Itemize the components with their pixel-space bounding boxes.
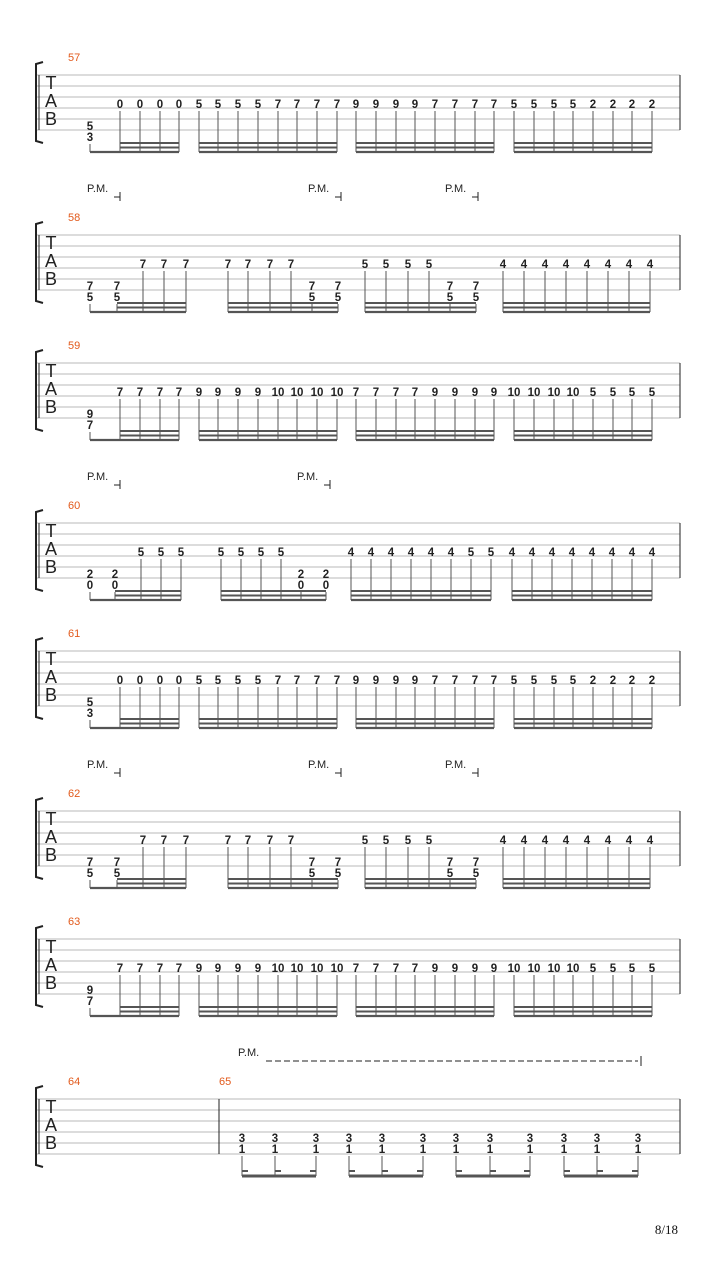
fret-number: 7 <box>287 259 295 271</box>
fret-number: 4 <box>387 547 395 559</box>
fret-number: 4 <box>499 259 507 271</box>
fret-number: 7 <box>472 281 480 293</box>
tab-clef-letter: B <box>44 269 58 289</box>
fret-number: 1 <box>593 1144 601 1156</box>
fret-number: 5 <box>609 963 617 975</box>
fret-number: 9 <box>195 387 203 399</box>
fret-number: 5 <box>137 547 145 559</box>
fret-number: 5 <box>234 99 242 111</box>
tab-clef-letter: A <box>44 955 58 975</box>
palm-mute-label: P.M. <box>445 183 467 195</box>
fret-number: 9 <box>471 387 479 399</box>
fret-number: 1 <box>560 1144 568 1156</box>
fret-number: 5 <box>214 675 222 687</box>
fret-number: 7 <box>116 387 124 399</box>
fret-number: 10 <box>527 387 541 399</box>
palm-mute-label: P.M. <box>238 1047 260 1059</box>
palm-mute-label: P.M. <box>87 471 109 483</box>
fret-number: 7 <box>244 259 252 271</box>
fret-number: 4 <box>562 835 570 847</box>
fret-number: 7 <box>333 675 341 687</box>
fret-number: 5 <box>257 547 265 559</box>
fret-number: 0 <box>136 675 144 687</box>
fret-number: 3 <box>86 132 94 144</box>
fret-number: 1 <box>378 1144 386 1156</box>
fret-number: 4 <box>447 547 455 559</box>
tab-clef-letter: T <box>45 521 57 541</box>
fret-number: 5 <box>609 387 617 399</box>
tab-clef-letter: A <box>44 91 58 111</box>
measure-number: 57 <box>68 52 81 64</box>
fret-number: 7 <box>86 857 94 869</box>
fret-number: 9 <box>214 387 222 399</box>
fret-number: 7 <box>334 857 342 869</box>
fret-number: 4 <box>568 547 576 559</box>
fret-number: 0 <box>136 99 144 111</box>
fret-number: 5 <box>334 292 342 304</box>
fret-number: 0 <box>156 99 164 111</box>
fret-number: 3 <box>560 1133 568 1145</box>
fret-number: 7 <box>313 675 321 687</box>
fret-number: 7 <box>372 963 380 975</box>
fret-number: 5 <box>254 99 262 111</box>
fret-number: 4 <box>604 259 612 271</box>
fret-number: 5 <box>472 868 480 880</box>
palm-mute-label: P.M. <box>297 471 319 483</box>
fret-number: 3 <box>593 1133 601 1145</box>
tab-clef-letter: B <box>44 845 58 865</box>
fret-number: 3 <box>86 708 94 720</box>
fret-number: 0 <box>175 99 183 111</box>
fret-number: 9 <box>451 387 459 399</box>
fret-number: 2 <box>589 675 597 687</box>
fret-number: 10 <box>527 963 541 975</box>
fret-number: 7 <box>113 857 121 869</box>
fret-number: 9 <box>392 99 400 111</box>
fret-number: 7 <box>156 963 164 975</box>
fret-number: 3 <box>345 1133 353 1145</box>
fret-number: 9 <box>411 99 419 111</box>
fret-number: 7 <box>182 835 190 847</box>
fret-number: 7 <box>139 259 147 271</box>
fret-number: 4 <box>583 835 591 847</box>
fret-number: 5 <box>569 99 577 111</box>
fret-number: 7 <box>446 281 454 293</box>
fret-number: 5 <box>550 99 558 111</box>
fret-number: 9 <box>490 387 498 399</box>
fret-number: 7 <box>113 281 121 293</box>
fret-number: 7 <box>86 281 94 293</box>
fret-number: 5 <box>628 963 636 975</box>
fret-number: 10 <box>507 387 521 399</box>
fret-number: 7 <box>490 99 498 111</box>
fret-number: 4 <box>520 835 528 847</box>
fret-number: 7 <box>266 259 274 271</box>
measure-number: 64 <box>68 1076 81 1088</box>
tab-clef-letter: B <box>44 685 58 705</box>
fret-number: 0 <box>111 580 119 592</box>
fret-number: 7 <box>293 99 301 111</box>
fret-number: 7 <box>86 420 94 432</box>
fret-number: 2 <box>609 99 617 111</box>
fret-number: 7 <box>352 963 360 975</box>
fret-number: 5 <box>217 547 225 559</box>
fret-number: 4 <box>520 259 528 271</box>
fret-number: 5 <box>113 868 121 880</box>
fret-number: 4 <box>646 259 654 271</box>
fret-number: 5 <box>277 547 285 559</box>
fret-number: 10 <box>566 387 580 399</box>
fret-number: 2 <box>589 99 597 111</box>
tab-clef-letter: A <box>44 251 58 271</box>
tab-clef-letter: T <box>45 649 57 669</box>
fret-number: 7 <box>224 259 232 271</box>
fret-number: 5 <box>86 121 94 133</box>
fret-number: 9 <box>352 675 360 687</box>
fret-number: 7 <box>160 259 168 271</box>
fret-number: 0 <box>116 675 124 687</box>
fret-number: 7 <box>182 259 190 271</box>
fret-number: 10 <box>507 963 521 975</box>
fret-number: 5 <box>530 675 538 687</box>
fret-number: 7 <box>451 99 459 111</box>
fret-number: 7 <box>86 996 94 1008</box>
tab-clef-letter: A <box>44 539 58 559</box>
fret-number: 5 <box>628 387 636 399</box>
fret-number: 5 <box>308 292 316 304</box>
fret-number: 3 <box>238 1133 246 1145</box>
fret-number: 1 <box>486 1144 494 1156</box>
fret-number: 9 <box>195 963 203 975</box>
tab-clef-letter: A <box>44 1115 58 1135</box>
tab-clef-letter: T <box>45 233 57 253</box>
fret-number: 9 <box>214 963 222 975</box>
fret-number: 7 <box>392 387 400 399</box>
fret-number: 5 <box>195 99 203 111</box>
fret-number: 4 <box>562 259 570 271</box>
fret-number: 5 <box>404 835 412 847</box>
fret-number: 10 <box>330 963 344 975</box>
page-number: 8/18 <box>654 1222 678 1237</box>
fret-number: 5 <box>589 963 597 975</box>
fret-number: 9 <box>254 963 262 975</box>
fret-number: 4 <box>583 259 591 271</box>
fret-number: 2 <box>111 569 119 581</box>
fret-number: 4 <box>508 547 516 559</box>
fret-number: 9 <box>372 99 380 111</box>
fret-number: 1 <box>634 1144 642 1156</box>
fret-number: 2 <box>86 569 94 581</box>
fret-number: 3 <box>271 1133 279 1145</box>
fret-number: 1 <box>345 1144 353 1156</box>
fret-number: 5 <box>446 868 454 880</box>
fret-number: 10 <box>290 963 304 975</box>
fret-number: 10 <box>330 387 344 399</box>
fret-number: 5 <box>404 259 412 271</box>
fret-number: 9 <box>471 963 479 975</box>
fret-number: 7 <box>156 387 164 399</box>
fret-number: 1 <box>271 1144 279 1156</box>
fret-number: 7 <box>244 835 252 847</box>
fret-number: 7 <box>471 675 479 687</box>
fret-number: 7 <box>116 963 124 975</box>
fret-number: 4 <box>367 547 375 559</box>
fret-number: 9 <box>234 963 242 975</box>
fret-number: 1 <box>238 1144 246 1156</box>
fret-number: 5 <box>467 547 475 559</box>
fret-number: 7 <box>224 835 232 847</box>
measure-number: 58 <box>68 212 81 224</box>
fret-number: 5 <box>648 387 656 399</box>
tab-clef-letter: B <box>44 973 58 993</box>
fret-number: 9 <box>372 675 380 687</box>
fret-number: 3 <box>312 1133 320 1145</box>
fret-number: 4 <box>625 259 633 271</box>
fret-number: 4 <box>499 835 507 847</box>
fret-number: 0 <box>175 675 183 687</box>
tab-clef-letter: T <box>45 809 57 829</box>
fret-number: 2 <box>322 569 330 581</box>
fret-number: 5 <box>472 292 480 304</box>
fret-number: 4 <box>427 547 435 559</box>
fret-number: 3 <box>486 1133 494 1145</box>
fret-number: 5 <box>648 963 656 975</box>
fret-number: 7 <box>411 387 419 399</box>
fret-number: 2 <box>297 569 305 581</box>
measure-number: 59 <box>68 340 81 352</box>
fret-number: 5 <box>254 675 262 687</box>
fret-number: 5 <box>569 675 577 687</box>
fret-number: 9 <box>411 675 419 687</box>
fret-number: 5 <box>214 99 222 111</box>
fret-number: 5 <box>550 675 558 687</box>
fret-number: 0 <box>156 675 164 687</box>
fret-number: 9 <box>234 387 242 399</box>
fret-number: 7 <box>471 99 479 111</box>
fret-number: 5 <box>86 697 94 709</box>
fret-number: 10 <box>566 963 580 975</box>
fret-number: 4 <box>347 547 355 559</box>
fret-number: 7 <box>334 281 342 293</box>
palm-mute-label: P.M. <box>445 759 467 771</box>
fret-number: 7 <box>136 387 144 399</box>
fret-number: 1 <box>526 1144 534 1156</box>
fret-number: 7 <box>175 387 183 399</box>
fret-number: 1 <box>419 1144 427 1156</box>
measure-number: 65 <box>219 1076 232 1088</box>
fret-number: 4 <box>588 547 596 559</box>
fret-number: 7 <box>431 99 439 111</box>
tab-clef-letter: T <box>45 361 57 381</box>
fret-number: 7 <box>274 99 282 111</box>
fret-number: 3 <box>452 1133 460 1145</box>
fret-number: 5 <box>589 387 597 399</box>
fret-number: 2 <box>648 99 656 111</box>
fret-number: 5 <box>425 835 433 847</box>
fret-number: 4 <box>646 835 654 847</box>
fret-number: 4 <box>648 547 656 559</box>
palm-mute-label: P.M. <box>308 183 330 195</box>
fret-number: 7 <box>136 963 144 975</box>
fret-number: 3 <box>634 1133 642 1145</box>
fret-number: 5 <box>425 259 433 271</box>
fret-number: 3 <box>419 1133 427 1145</box>
fret-number: 7 <box>451 675 459 687</box>
fret-number: 3 <box>526 1133 534 1145</box>
measure-number: 61 <box>68 628 81 640</box>
fret-number: 0 <box>297 580 305 592</box>
fret-number: 5 <box>487 547 495 559</box>
fret-number: 10 <box>290 387 304 399</box>
fret-number: 5 <box>382 835 390 847</box>
tab-clef-letter: B <box>44 109 58 129</box>
fret-number: 9 <box>431 387 439 399</box>
fret-number: 10 <box>271 963 285 975</box>
fret-number: 7 <box>266 835 274 847</box>
fret-number: 9 <box>490 963 498 975</box>
fret-number: 4 <box>541 259 549 271</box>
fret-number: 7 <box>287 835 295 847</box>
fret-number: 7 <box>392 963 400 975</box>
fret-number: 5 <box>177 547 185 559</box>
fret-number: 2 <box>628 99 636 111</box>
fret-number: 2 <box>609 675 617 687</box>
fret-number: 7 <box>274 675 282 687</box>
fret-number: 5 <box>361 259 369 271</box>
fret-number: 4 <box>604 835 612 847</box>
tab-clef-letter: T <box>45 73 57 93</box>
fret-number: 9 <box>431 963 439 975</box>
fret-number: 5 <box>234 675 242 687</box>
fret-number: 9 <box>86 409 94 421</box>
fret-number: 7 <box>352 387 360 399</box>
fret-number: 0 <box>116 99 124 111</box>
fret-number: 7 <box>411 963 419 975</box>
fret-number: 5 <box>157 547 165 559</box>
fret-number: 7 <box>333 99 341 111</box>
fret-number: 9 <box>254 387 262 399</box>
tab-clef-letter: A <box>44 827 58 847</box>
fret-number: 5 <box>237 547 245 559</box>
fret-number: 5 <box>86 868 94 880</box>
fret-number: 10 <box>547 963 561 975</box>
fret-number: 4 <box>625 835 633 847</box>
fret-number: 4 <box>548 547 556 559</box>
fret-number: 4 <box>628 547 636 559</box>
tab-clef-letter: A <box>44 379 58 399</box>
fret-number: 5 <box>86 292 94 304</box>
tab-clef-letter: T <box>45 1097 57 1117</box>
fret-number: 9 <box>352 99 360 111</box>
fret-number: 5 <box>530 99 538 111</box>
fret-number: 10 <box>310 963 324 975</box>
fret-number: 1 <box>452 1144 460 1156</box>
fret-number: 10 <box>271 387 285 399</box>
fret-number: 7 <box>175 963 183 975</box>
fret-number: 5 <box>510 675 518 687</box>
fret-number: 9 <box>451 963 459 975</box>
fret-number: 7 <box>308 857 316 869</box>
fret-number: 0 <box>86 580 94 592</box>
palm-mute-label: P.M. <box>87 759 109 771</box>
fret-number: 5 <box>361 835 369 847</box>
measure-number: 62 <box>68 788 81 800</box>
fret-number: 7 <box>490 675 498 687</box>
fret-number: 5 <box>334 868 342 880</box>
fret-number: 4 <box>541 835 549 847</box>
fret-number: 7 <box>308 281 316 293</box>
tab-clef-letter: A <box>44 667 58 687</box>
fret-number: 1 <box>312 1144 320 1156</box>
fret-number: 7 <box>431 675 439 687</box>
palm-mute-label: P.M. <box>87 183 109 195</box>
fret-number: 7 <box>313 99 321 111</box>
fret-number: 9 <box>86 985 94 997</box>
fret-number: 7 <box>446 857 454 869</box>
fret-number: 5 <box>113 292 121 304</box>
fret-number: 2 <box>628 675 636 687</box>
fret-number: 5 <box>510 99 518 111</box>
tab-clef-letter: B <box>44 397 58 417</box>
fret-number: 5 <box>195 675 203 687</box>
tab-clef-letter: B <box>44 557 58 577</box>
palm-mute-label: P.M. <box>308 759 330 771</box>
fret-number: 7 <box>293 675 301 687</box>
fret-number: 3 <box>378 1133 386 1145</box>
measure-number: 60 <box>68 500 81 512</box>
fret-number: 7 <box>372 387 380 399</box>
fret-number: 7 <box>139 835 147 847</box>
fret-number: 7 <box>160 835 168 847</box>
fret-number: 5 <box>382 259 390 271</box>
fret-number: 10 <box>310 387 324 399</box>
fret-number: 5 <box>308 868 316 880</box>
fret-number: 4 <box>608 547 616 559</box>
fret-number: 10 <box>547 387 561 399</box>
fret-number: 4 <box>407 547 415 559</box>
fret-number: 4 <box>528 547 536 559</box>
fret-number: 5 <box>446 292 454 304</box>
fret-number: 0 <box>322 580 330 592</box>
fret-number: 9 <box>392 675 400 687</box>
fret-number: 2 <box>648 675 656 687</box>
measure-number: 63 <box>68 916 81 928</box>
tab-clef-letter: T <box>45 937 57 957</box>
fret-number: 7 <box>472 857 480 869</box>
tab-clef-letter: B <box>44 1133 58 1153</box>
